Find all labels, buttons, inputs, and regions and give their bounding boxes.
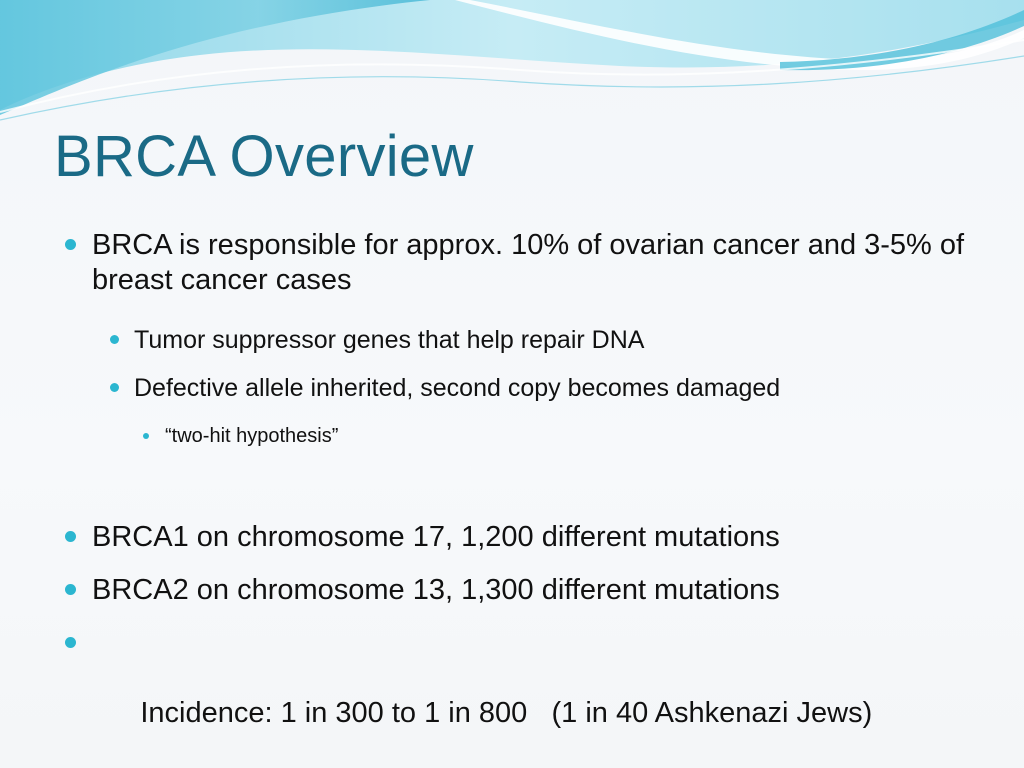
bullet-item (92, 228, 982, 298)
bullet-dot-icon (110, 335, 119, 344)
bullet-dot-icon (65, 584, 76, 595)
sub-bullet-item (134, 373, 994, 403)
bullet-text: BRCA is responsible for approx. 10% of ovarian cancer and 3-5% of breast cancer cases (92, 229, 965, 296)
bullet-text: BRCA1 on chromosome 17, 1,200 different mutations (92, 521, 780, 553)
sub-sub-bullet-item (165, 424, 985, 448)
bullet-item (92, 573, 982, 608)
bullet-text: BRCA2 on chromosome 13, 1,300 different mutations (92, 574, 780, 606)
bullet-text: Incidence: 1 in 300 to 1 in 800 (1 in 40 Ashkenazi Jews) (140, 696, 873, 729)
bullet-text: “two-hit hypothesis” (165, 425, 339, 447)
bullet-text: Defective allele inherited, second copy becomes damaged (134, 374, 781, 402)
bullet-dot-icon (65, 239, 76, 250)
bullet-dot-icon (110, 383, 119, 392)
bullet-dot-icon (65, 531, 76, 542)
bullet-dot-icon (65, 637, 76, 648)
slide-title: BRCA Overview (54, 124, 474, 189)
bullet-item (92, 520, 982, 555)
bullet-text: Tumor suppressor genes that help repair DNA (134, 326, 645, 354)
bullet-dot-icon (143, 433, 149, 439)
sub-bullet-item (134, 325, 994, 355)
bullet-item (92, 626, 982, 765)
